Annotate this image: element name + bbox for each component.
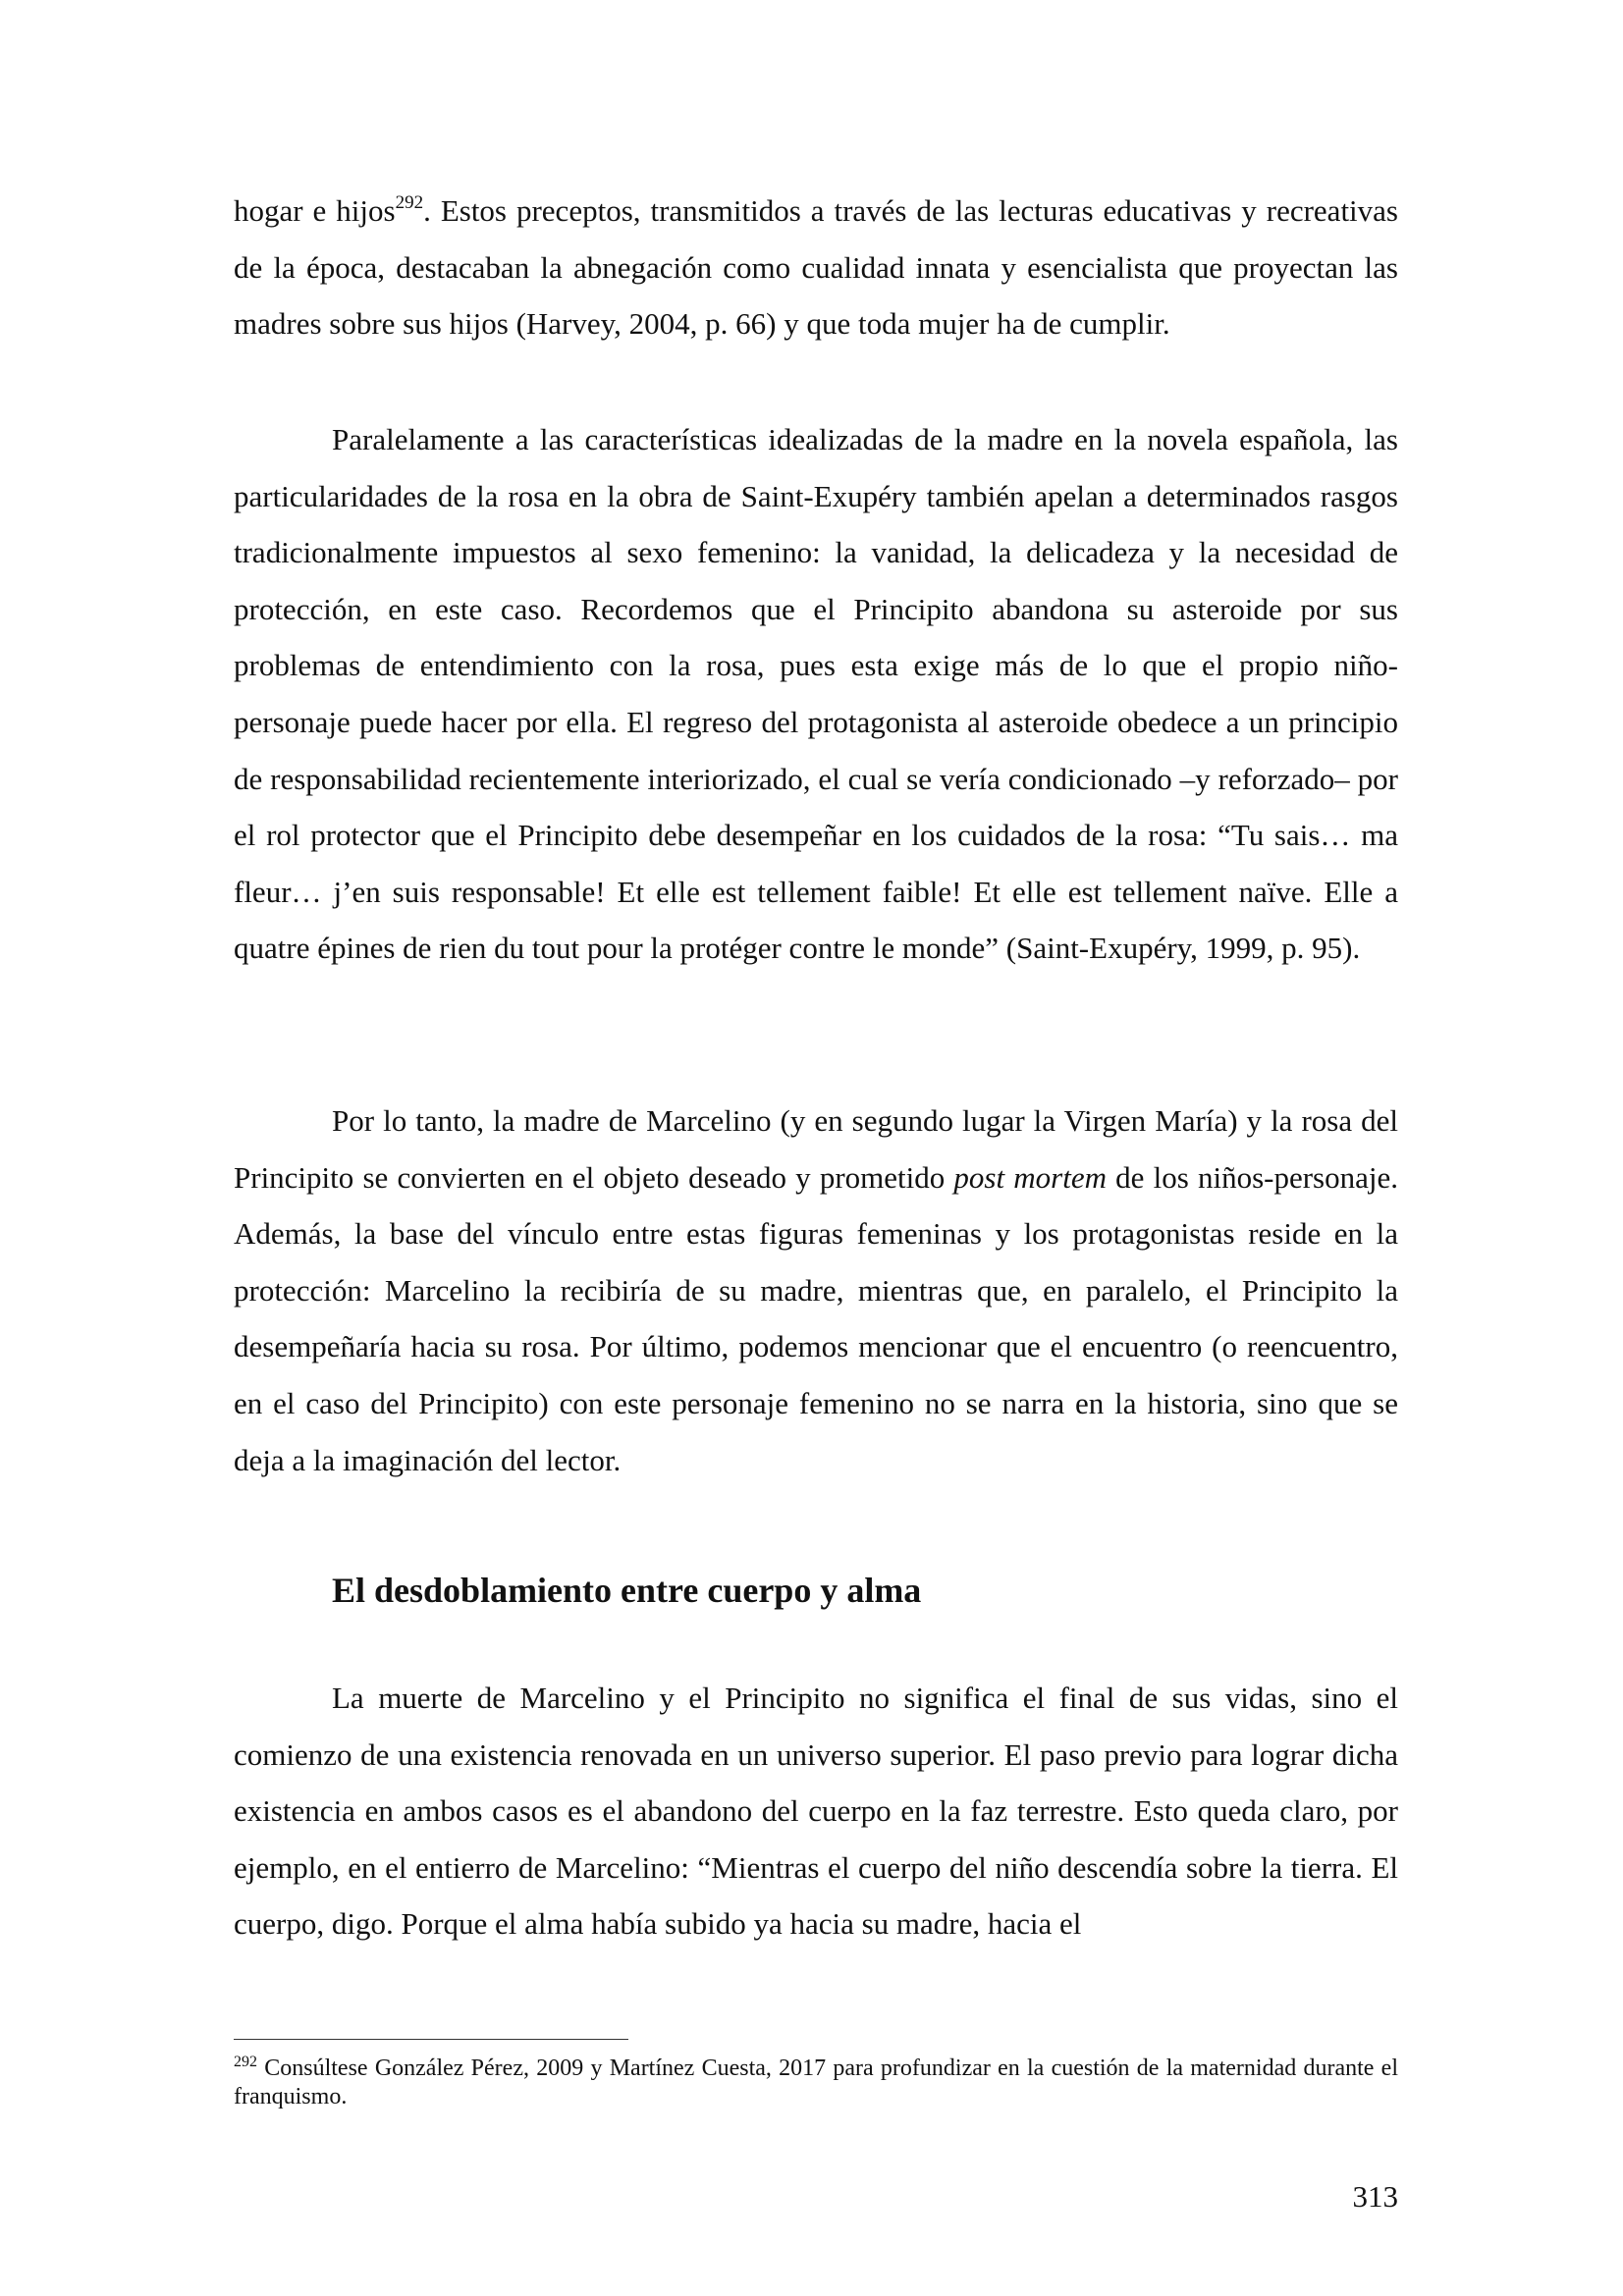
footnote xyxy=(234,2055,1398,2111)
paragraph-1 xyxy=(234,183,1398,352)
paragraph-3-text-start: Por lo tanto, la madre de Marcelino (y en segundo lugar la Virgen María) y la rosa del Principito se convierten en el objeto deseado y prometido xyxy=(234,1103,1398,1195)
paragraph-2 xyxy=(234,411,1398,977)
paragraph-2-text: Paralelamente a las características idealizadas de la madre en la novela española, las particularidades de la rosa en la obra de Saint-Exupéry también apelan a determinados rasgos tradicionalmente impuestos al sexo femenino: la vanidad, la delicadeza y la necesidad de protección, en este caso. Recordemos que el Principito abandona su asteroide por sus problemas de entendimiento con la rosa, pues esta exige más de lo que el propio niño-personaje puede hacer por ella. El regreso del protagonista al asteroide obedece a un principio de responsabilidad recientemente interiorizado, el cual se vería condicionado –y reforzado– por el rol protector que el Principito debe desempeñar en los cuidados de la rosa: “Tu sais… ma fleur… j’en suis responsable! Et elle est tellement faible! Et elle est tellement naïve. Elle a quatre épines de rien du tout pour la protéger contre le monde” (Saint-Exupéry, 1999, p. 95). xyxy=(234,422,1398,966)
paragraph-1-text-start: hogar e hijos xyxy=(234,193,396,228)
footnote-number: 292 xyxy=(234,2054,257,2070)
paragraph-4-text: La muerte de Marcelino y el Principito no significa el final de sus vidas, sino el comienzo de una existencia renovada en un universo superior. El paso previo para lograr dicha existencia en ambos casos es el abandono del cuerpo en la faz terrestre. Esto queda claro, por ejemplo, en el entierro de Marcelino: “Mientras el cuerpo del niño descendía sobre la tierra. El cuerpo, digo. Porque el alma había subido ya hacia su madre, hacia el xyxy=(234,1681,1398,1942)
paragraph-4 xyxy=(234,1670,1398,1952)
document-page xyxy=(234,0,1398,2296)
paragraph-3 xyxy=(234,1093,1398,1488)
paragraph-3-text-end: de los niños-personaje. Además, la base del vínculo entre estas figuras femeninas y los protagonistas reside en la protección: Marcelino la recibiría de su madre, mientras que, en paralelo, el Principito la desempeñaría hacia su rosa. Por último, podemos mencionar que el encuentro (o reencuentro, en el caso del Principito) con este personaje femenino no se narra en la historia, sino que se deja a la imaginación del lector. xyxy=(234,1159,1399,1477)
page-number: 313 xyxy=(1352,2179,1398,2214)
footnote-text: Consúltese González Pérez, 2009 y Martínez Cuesta, 2017 para profundizar en la cuestión de la maternidad durante el franquismo. xyxy=(234,2056,1398,2109)
footnote-reference[interactable]: 292 xyxy=(395,192,424,213)
italic-term: post mortem xyxy=(953,1159,1107,1195)
section-heading: El desdoblamiento entre cuerpo y alma xyxy=(332,1571,922,1610)
footnote-separator xyxy=(234,2039,628,2040)
paragraph-1-text-end: . Estos preceptos, transmitidos a través de las lecturas educativas y recreativas de la época, destacaban la abnegación como cualidad innata y esencialista que proyectan las madres sobre sus hijos (Harvey, 2004, p. 66) y que toda mujer ha de cumplir. xyxy=(234,193,1398,342)
